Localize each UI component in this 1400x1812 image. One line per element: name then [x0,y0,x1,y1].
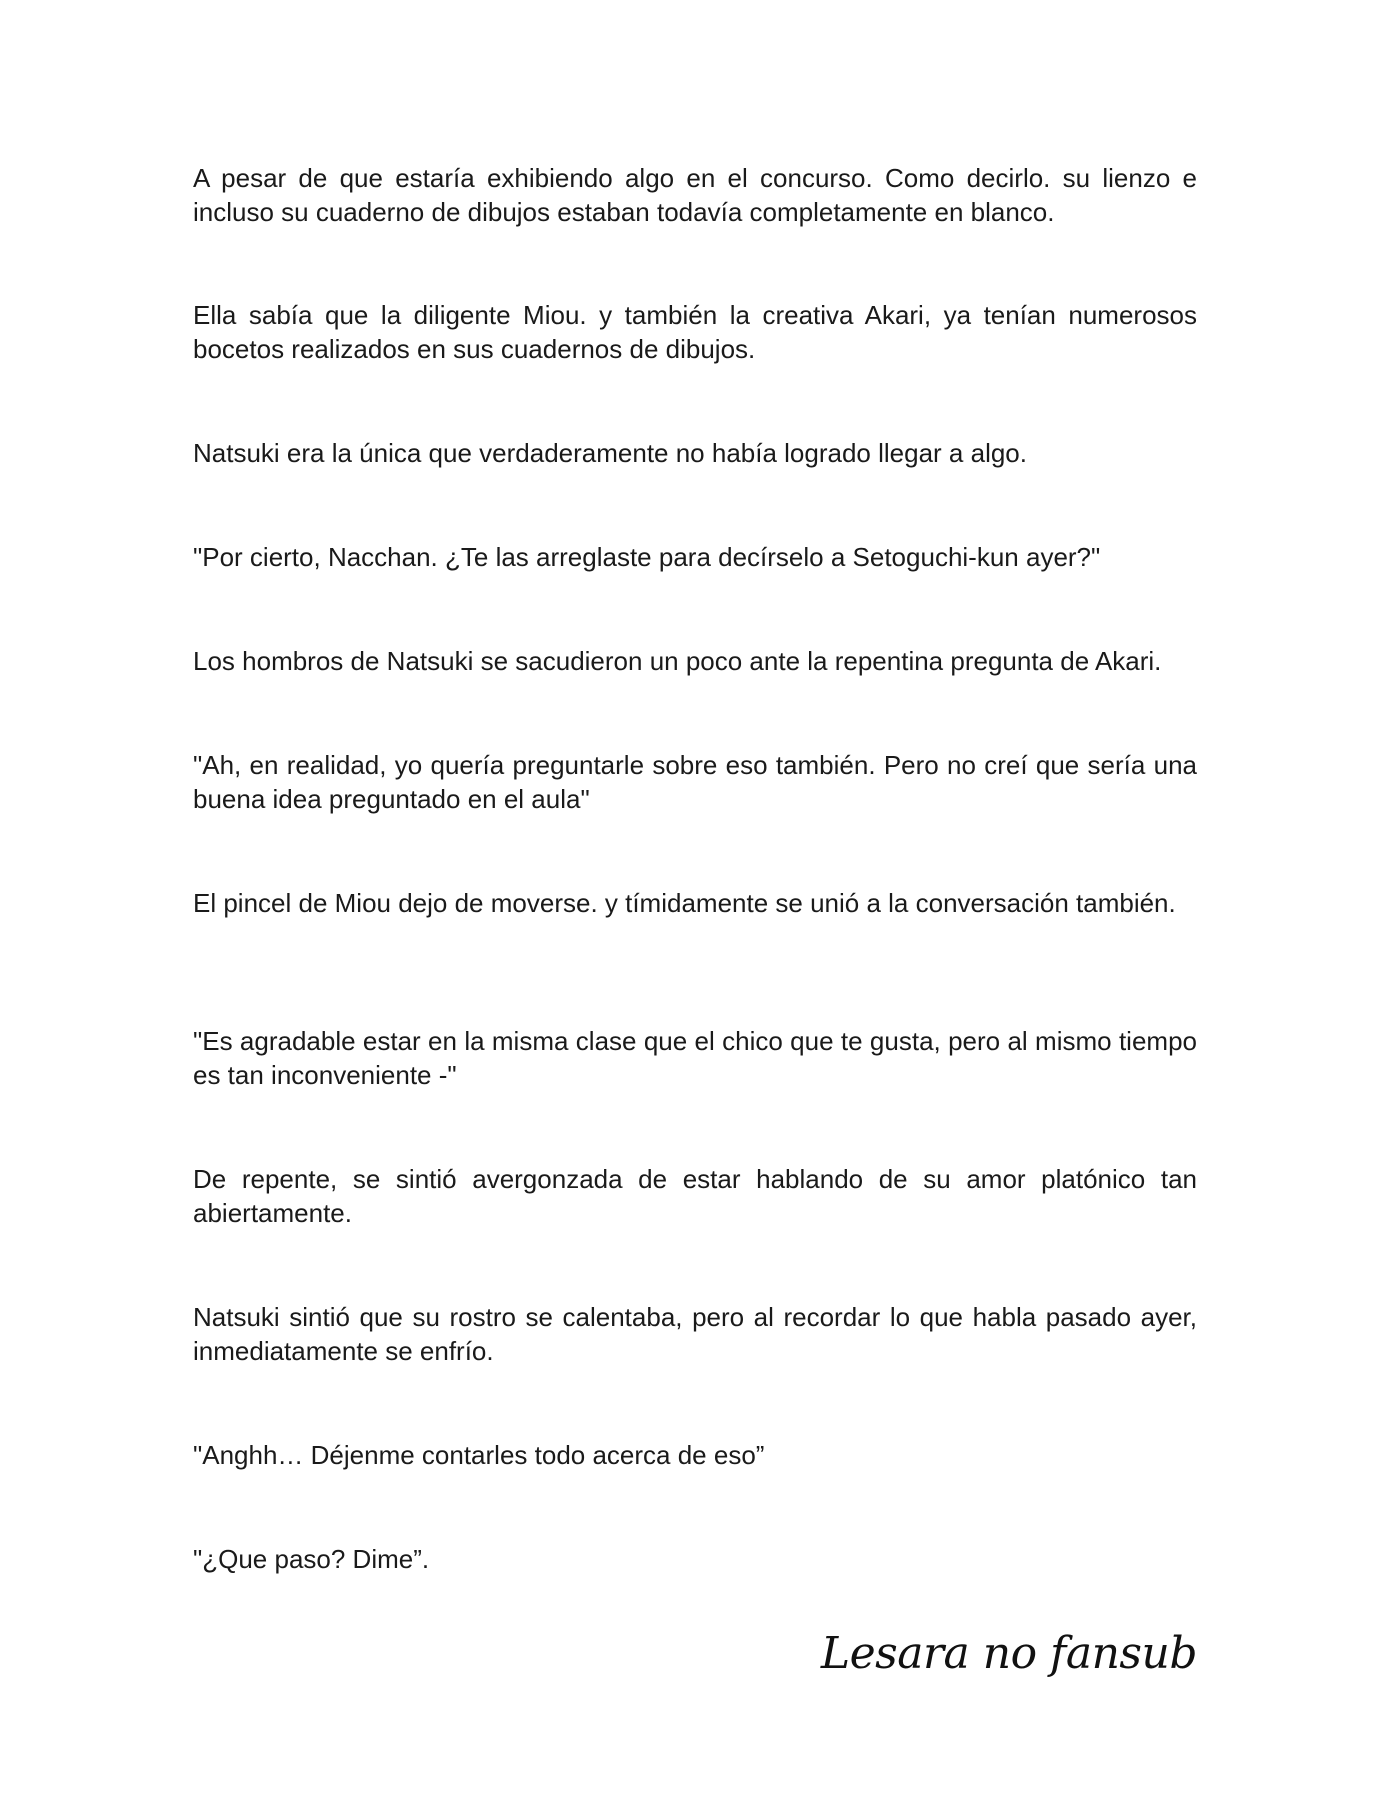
fansub-signature: Lesara no fansub [820,1628,1197,1679]
paragraph-10: Natsuki sintió que su rostro se calentaba, pero al recordar lo que habla pasado ayer, inmediatamente se enfrío. [193,1302,1197,1366]
paragraph-5: Los hombros de Natsuki se sacudieron un poco ante la repentina pregunta de Akari. [193,646,1162,676]
paragraph-11: "Anghh… Déjenme contarles todo acerca de eso” [193,1440,765,1470]
paragraph-2: Ella sabía que la diligente Miou. y también la creativa Akari, ya tenían numerosos bocetos realizados en sus cuadernos de dibujos. [193,300,1197,364]
paragraph-3: Natsuki era la única que verdaderamente no había logrado llegar a algo. [193,438,1027,468]
paragraph-8: "Es agradable estar en la misma clase que el chico que te gusta, pero al mismo tiempo es tan inconveniente -" [193,1026,1197,1090]
paragraph-7: El pincel de Miou dejo de moverse. y tímidamente se unió a la conversación también. [193,888,1176,918]
paragraph-12: "¿Que paso? Dime”. [193,1544,430,1574]
paragraph-6: "Ah, en realidad, yo quería preguntarle sobre eso también. Pero no creí que sería una buena idea preguntado en el aula" [193,750,1197,814]
paragraph-9: De repente, se sintió avergonzada de estar hablando de su amor platónico tan abiertamente. [193,1164,1197,1228]
paragraph-1: A pesar de que estaría exhibiendo algo en el concurso. Como decirlo. su lienzo e incluso su cuaderno de dibujos estaban todavía completamente en blanco. [193,163,1197,227]
paragraph-4: "Por cierto, Nacchan. ¿Te las arreglaste para decírselo a Setoguchi-kun ayer?" [193,542,1101,572]
